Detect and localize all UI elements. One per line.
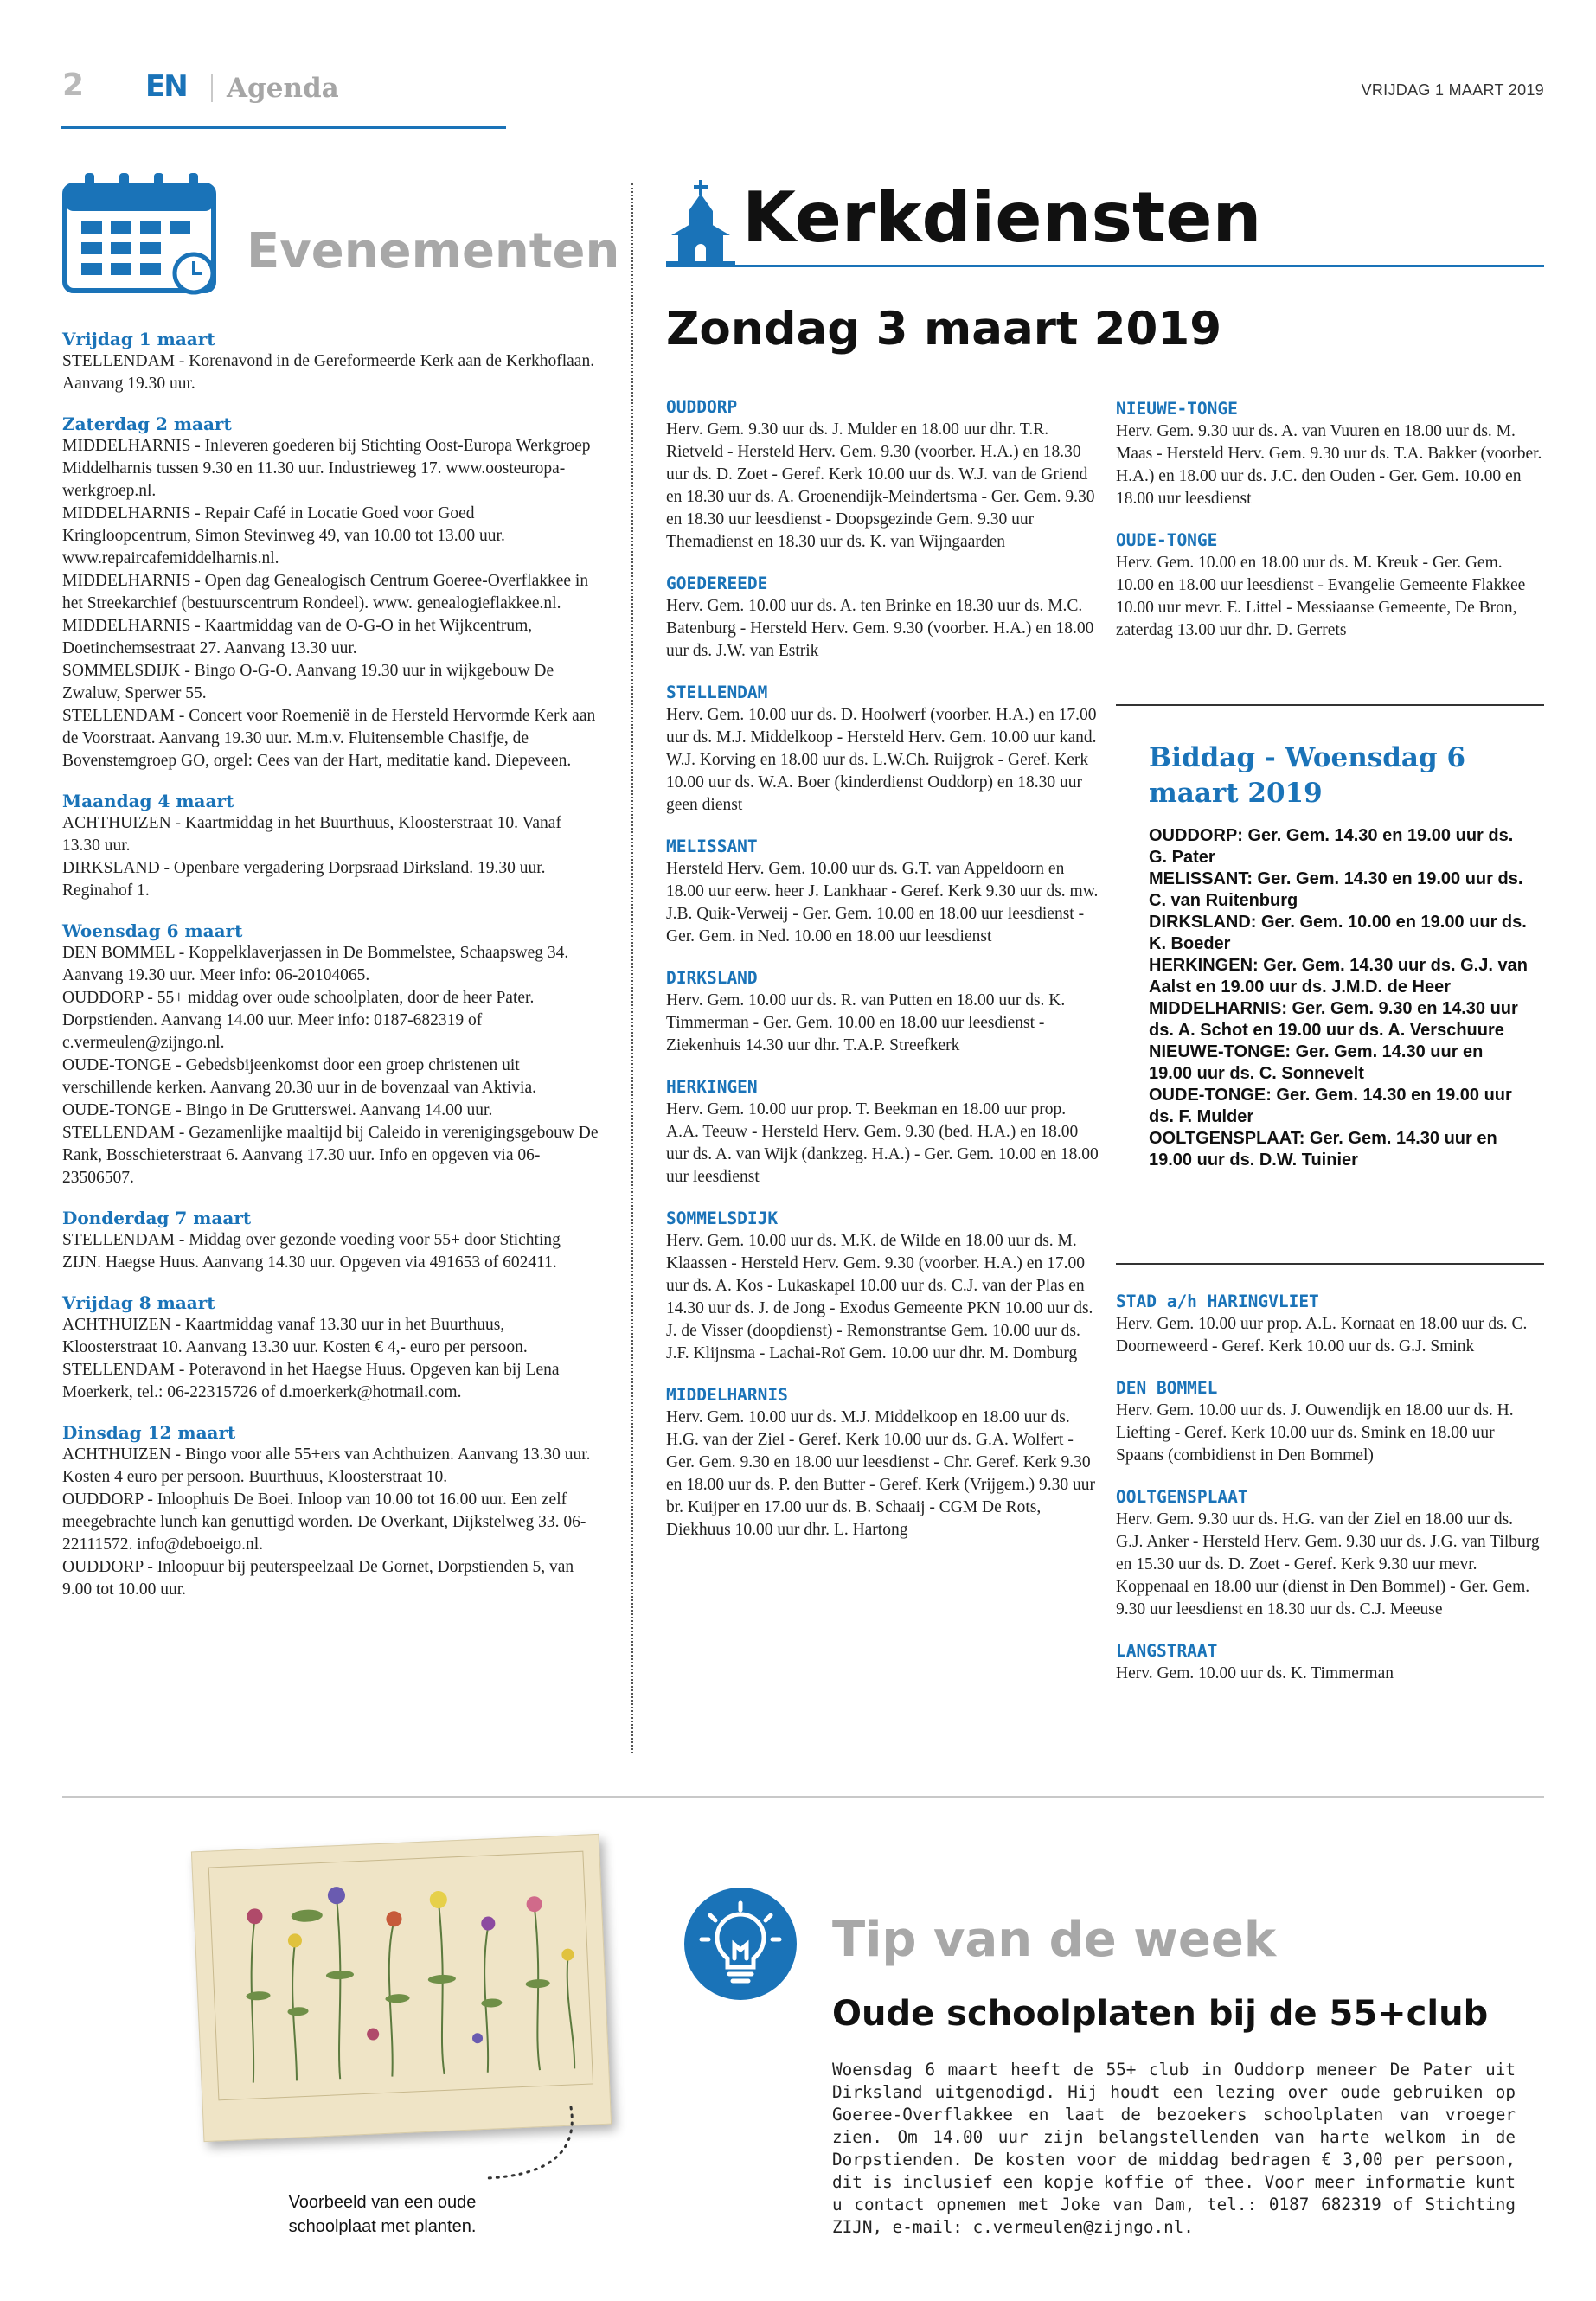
service-times: Herv. Gem. 9.30 uur ds. H.G. van der Ziel en 18.00 uur ds. G.J. Anker - Hersteld Herv. Gem. 9.30 uur ds. J.G. van Tilburg en 15.30 uur ds. D. Zoet - Geref. Kerk 9.30 uur mevr. Koppenaal en 18.00 uur (dienst in Den Bommel) - Ger. Gem. 9.30 uur leesdienst en 18.30 uur ds. C.J. Meeuse — [1116, 1510, 1540, 1618]
church-town-block — [666, 1384, 1099, 1541]
biddag-service-line: DIRKSLAND: Ger. Gem. 10.00 en 19.00 uur ds. K. Boeder — [1149, 913, 1527, 953]
event-item: SOMMELSDIJK - Bingo O-G-O. Aanvang 19.30 uur in wijkgebouw De Zwaluw, Sperwer 55. — [62, 662, 554, 702]
service-times: Herv. Gem. 10.00 en 18.00 uur ds. M. Kreuk - Ger. Gem. 10.00 en 18.00 uur leesdienst - Evangelie Gemeente Flakkee 10.00 uur mevr. E. Littel - Messiaanse Gemeente, De Bron, zaterdag 13.00 uur dhr. D. Gerrets — [1116, 554, 1526, 639]
town-heading: SOMMELSDIJK — [666, 1208, 779, 1228]
town-heading: GOEDEREEDE — [666, 574, 768, 593]
event-item: OUDDORP - 55+ middag over oude schoolplaten, door de heer Pater. Dorpstienden. Aanvang 14.00 uur. Meer info: 0187-682319 of c.vermeulen@zijngo.nl. — [62, 989, 535, 1052]
town-heading: OOLTGENSPLAAT — [1116, 1487, 1248, 1507]
event-day-heading: Donderdag 7 maart — [62, 1208, 252, 1228]
church-town-block — [666, 967, 1099, 1057]
event-item: DIRKSLAND - Openbare vergadering Dorpsraad Dirksland. 19.30 uur. Reginahof 1. — [62, 859, 546, 900]
event-item: STELLENDAM - Korenavond in de Gereformeerde Kerk aan de Kerkhoflaan. Aanvang 19.30 uur. — [62, 352, 595, 393]
service-times: Herv. Gem. 10.00 uur prop. A.L. Kornaat en 18.00 uur ds. C. Doorneweerd - Geref. Kerk 10.00 uur ds. G.J. Smink — [1116, 1315, 1528, 1356]
event-item: STELLENDAM - Middag over gezonde voeding voor 55+ door Stichting ZIJN. Haegse Huus. Aanvang 14.30 uur. Opgeven via 491653 of 602411. — [62, 1231, 561, 1272]
service-times: Herv. Gem. 10.00 uur prop. T. Beekman en 18.00 uur prop. A.A. Teeuw - Hersteld Herv. Gem. 9.30 (bed. H.A.) en 18.00 uur ds. A. van Wijk (dankzeg. H.A.) - Ger. Gem. 10.00 en 18.00 uur leesdienst — [666, 1100, 1099, 1186]
tip-body: Woensdag 6 maart heeft de 55+ club in Ouddorp meneer De Pater uit Dirksland uitgenodigd. Hij houdt een lezing over oude gebruiken op Goeree-Overflakkee en laat de bezoekers schoolplaten van vroeger zien. Om 14.00 uur zijn belangstellenden van harte welkom in de Dorpstienden. De kosten voor de middag bedragen € 3,00 per persoon, dit is inclusief een kopje koffie of thee. Voor meer informatie kunt u contact opnemen met Joke van Dam, tel.: 0187 682319 of Stichting ZIJN, e-mail: c.vermeulen@zijngo.nl. — [832, 2060, 1516, 2237]
kerkdiensten-rule — [666, 265, 1544, 267]
biddag-services — [1149, 825, 1529, 1171]
biddag-service-line: MELISSANT: Ger. Gem. 14.30 en 19.00 uur ds. C. van Ruitenburg — [1149, 869, 1523, 910]
town-heading: OUDDORP — [666, 397, 738, 417]
calendar-icon — [62, 171, 222, 301]
event-day-group — [62, 1422, 603, 1601]
event-item: MIDDELHARNIS - Open dag Genealogisch Centrum Goeree-Overflakkee in het Streekarchief (bestuurscentrum Rondeel). www. genealogieflakkee.nl. — [62, 572, 589, 612]
church-town-block — [1116, 398, 1544, 510]
bottom-rule — [62, 1796, 1544, 1798]
biddag-service-line: NIEUWE-TONGE: Ger. Gem. 14.30 uur en 19.00 uur ds. C. Sonnevelt — [1149, 1042, 1484, 1083]
event-item: OUDDORP - Inloophuis De Boei. Inloop van 10.00 tot 16.00 uur. Een zelf meegebrachte lunch kan genuttigd worden. De Overkant, Dijkstelweg 33. 06-22111572. info@deboeigo.nl. — [62, 1490, 586, 1554]
caption-pointer — [484, 2106, 580, 2188]
town-heading: STELLENDAM — [666, 683, 768, 702]
church-town-block — [666, 836, 1099, 948]
biddag-service-line: OUDDORP: Ger. Gem. 14.30 en 19.00 uur ds. G. Pater — [1149, 826, 1514, 867]
biddag-service-line: OOLTGENSPLAAT: Ger. Gem. 14.30 uur en 19.00 uur ds. D.W. Tuinier — [1149, 1129, 1497, 1170]
tip-title: Tip van de week — [832, 1912, 1277, 1968]
schoolplaat-image — [191, 1834, 612, 2142]
event-day-heading: Zaterdag 2 maart — [62, 413, 232, 434]
church-icon — [666, 180, 735, 269]
section-title: Agenda — [227, 73, 339, 104]
event-day-group — [62, 1208, 603, 1274]
church-town-block — [666, 396, 1099, 554]
service-times: Hersteld Herv. Gem. 10.00 uur ds. G.T. van Appeldoorn en 18.00 uur eerw. heer J. Lankhaar - Geref. Kerk 9.30 uur ds. mw. J.B. Quik-Verweij - Ger. Gem. 10.00 en 18.00 uur leesdienst - Ger. Gem. in Ned. 10.00 en 18.00 uur leesdienst — [666, 860, 1099, 945]
church-town-block — [666, 1208, 1099, 1365]
biddag-service-line: OUDE-TONGE: Ger. Gem. 14.30 en 19.00 uur ds. F. Mulder — [1149, 1086, 1512, 1126]
event-day-heading: Vrijdag 8 maart — [62, 1292, 215, 1313]
church-town-block — [666, 1076, 1099, 1189]
service-times: Herv. Gem. 10.00 uur ds. J. Ouwendijk en 18.00 uur ds. H. Liefting - Geref. Kerk 10.00 uur ds. Smink en 18.00 uur Spaans (combidienst in Den Bommel) — [1116, 1401, 1514, 1465]
tip-subtitle: Oude schoolplaten bij de 55+club — [832, 1994, 1489, 2034]
publication-logo: EN — [145, 69, 187, 104]
column-divider — [631, 183, 633, 1753]
town-heading: LANGSTRAAT — [1116, 1641, 1218, 1661]
town-heading: STAD a/h HARINGVLIET — [1116, 1292, 1319, 1311]
service-times: Herv. Gem. 10.00 uur ds. D. Hoolwerf (voorber. H.A.) en 17.00 uur ds. M.J. Middelkoop - Hersteld Herv. Gem. 10.00 uur kand. W.J. Korving en 18.00 uur ds. L.W.Ch. Ruijgrok - Geref. Kerk 10.00 uur ds. W.A. Boer (kinderdienst Ouddorp) en 18.30 uur geen dienst — [666, 706, 1097, 814]
event-day-group — [62, 329, 603, 395]
biddag-service-line: MIDDELHARNIS: Ger. Gem. 9.30 en 14.30 uur ds. A. Schot en 19.00 uur ds. A. Verschuure — [1149, 999, 1518, 1040]
biddag-bottom-rule — [1116, 1263, 1544, 1265]
service-times: Herv. Gem. 10.00 uur ds. A. ten Brinke en 18.30 uur ds. M.C. Batenburg - Hersteld Herv. Gem. 9.30 (voorber. H.A.) en 18.00 uur ds. J.W. van Estrik — [666, 597, 1094, 660]
town-heading: MIDDELHARNIS — [666, 1385, 788, 1405]
event-day-heading: Dinsdag 12 maart — [62, 1422, 236, 1443]
event-item: STELLENDAM - Concert voor Roemenië in de Hersteld Hervormde Kerk aan de Voorstraat. Aanvang 19.30 uur. M.m.v. Fluitensemble Chasifje, de Bovenstemgroep GO, orgel: Cees van der Hart, meditatie kand. Diepeveen. — [62, 707, 596, 770]
services-column-c — [1116, 1291, 1544, 1704]
sunday-date-heading: Zondag 3 maart 2019 — [666, 303, 1222, 356]
evenementen-title: Evenementen — [247, 223, 620, 279]
service-times: Herv. Gem. 10.00 uur ds. M.K. de Wilde en 18.00 uur ds. M. Klaassen - Hersteld Herv. Gem. 9.30 (voorber. H.A.) en 17.00 uur ds. A. Kos - Lukaskapel 10.00 uur ds. C.J. van der Plas en 14.30 uur ds. J. de Jong - Exodus Gemeente PKN 10.00 uur ds. J. de Visser (doopdienst) - Remonstrantse Gem. 10.00 uur ds. J.F. Klijnsma - Lachai-Roï Gem. 10.00 uur dhr. M. Domburg — [666, 1232, 1093, 1362]
events-list — [62, 329, 603, 1619]
event-item: OUDE-TONGE - Bingo in De Grutterswei. Aanvang 14.00 uur. — [62, 1101, 493, 1119]
event-item: ACHTHUIZEN - Kaartmiddag in het Buurthuus, Kloosterstraat 10. Vanaf 13.30 uur. — [62, 814, 561, 855]
event-item: MIDDELHARNIS - Repair Café in Locatie Goed voor Goed Kringloopcentrum, Simon Stevinweg 49, van 10.00 tot 13.00 uur. www.repaircafemiddelharnis.nl. — [62, 504, 505, 567]
event-day-group — [62, 791, 603, 902]
kerkdiensten-title: Kerkdiensten — [742, 177, 1262, 258]
town-heading: DEN BOMMEL — [1116, 1378, 1218, 1398]
event-day-group — [62, 413, 603, 772]
page-number: 2 — [62, 67, 85, 103]
event-item: OUDE-TONGE - Gebedsbijeenkomst door een groep christenen uit verschillende kerken. Aanvang 20.30 uur in de bovenzaal van Aktivia. — [62, 1056, 536, 1097]
header-rule — [61, 126, 506, 129]
church-town-block — [1116, 1640, 1544, 1685]
header-separator — [211, 74, 213, 102]
event-item: STELLENDAM - Poteravond in het Haegse Huus. Opgeven kan bij Lena Moerkerk, tel.: 06-22315726 of d.moerkerk@hotmail.com. — [62, 1361, 560, 1401]
town-heading: MELISSANT — [666, 836, 758, 856]
church-town-block — [1116, 1377, 1544, 1467]
biddag-service-line: HERKINGEN: Ger. Gem. 14.30 uur ds. G.J. van Aalst en 19.00 uur ds. J.M.D. de Heer — [1149, 956, 1528, 997]
services-column-a — [666, 396, 1099, 1561]
services-column-b — [1116, 398, 1544, 661]
town-heading: DIRKSLAND — [666, 968, 758, 988]
church-town-block — [666, 682, 1099, 817]
church-town-block — [666, 573, 1099, 663]
image-caption: Voorbeeld van een oude schoolplaat met planten. — [288, 2193, 477, 2236]
event-day-group — [62, 1292, 603, 1404]
event-item: STELLENDAM - Gezamenlijke maaltijd bij Caleido in verenigingsgebouw De Rank, Bosschieterstraat 6. Aanvang 17.30 uur. Info en opgeven via 06-23506507. — [62, 1124, 599, 1187]
service-times: Herv. Gem. 9.30 uur ds. A. van Vuuren en 18.00 uur ds. M. Maas - Hersteld Herv. Gem. 9.30 uur ds. T.A. Bakker (voorber. H.A.) en 18.00 uur ds. J.C. den Ouden - Ger. Gem. 10.00 en 18.00 uur leesdienst — [1116, 422, 1542, 508]
service-times: Herv. Gem. 9.30 uur ds. J. Mulder en 18.00 uur dhr. T.R. Rietveld - Hersteld Herv. Gem. 9.30 (voorber. H.A.) en 18.30 uur ds. D. Zoet - Geref. Kerk 10.00 uur ds. W.J. van de Griend en 18.30 uur ds. A. Groenendijk-Meindertsma - Ger. Gem. 9.30 en 18.30 uur leesdienst - Doopsgezinde Gem. 9.30 uur Themadienst en 18.30 uur ds. K. van Wijngaarden — [666, 420, 1095, 551]
event-item: MIDDELHARNIS - Kaartmiddag van de O-G-O in het Wijkcentrum, Doetinchemsestraat 27. Aanvang 13.30 uur. — [62, 617, 533, 657]
event-item: ACHTHUIZEN - Bingo voor alle 55+ers van Achthuizen. Aanvang 13.30 uur. Kosten 4 euro per persoon. Buurthuus, Kloosterstraat 10. — [62, 1445, 591, 1486]
service-times: Herv. Gem. 10.00 uur ds. M.J. Middelkoop en 18.00 uur ds. H.G. van der Ziel - Geref. Kerk 10.00 uur ds. G.A. Wolfert - Ger. Gem. 9.30 en 18.00 uur leesdienst - Chr. Geref. Kerk 9.30 en 18.00 uur ds. P. den Butter - Geref. Kerk (Vrijgem.) 9.30 uur br. Kuijper en 17.00 uur ds. B. Schaaij - CGM De Rots, Diekhuus 10.00 uur dhr. L. Hartong — [666, 1408, 1095, 1539]
biddag-title: Biddag - Woensdag 6 maart 2019 — [1149, 742, 1466, 809]
event-day-heading: Maandag 4 maart — [62, 791, 234, 811]
lightbulb-icon — [684, 1888, 797, 2000]
issue-date: VRIJDAG 1 MAART 2019 — [1361, 81, 1544, 99]
town-heading: OUDE-TONGE — [1116, 530, 1218, 550]
event-item: OUDDORP - Inloopuur bij peuterspeelzaal De Gornet, Dorpstienden 5, van 9.00 tot 10.00 uur. — [62, 1558, 574, 1599]
event-item: MIDDELHARNIS - Inleveren goederen bij Stichting Oost-Europa Werkgroep Middelharnis tussen 9.30 en 11.30 uur. Industrieweg 17. www.oosteuropa-werkgroep.nl. — [62, 437, 591, 500]
town-heading: HERKINGEN — [666, 1077, 758, 1097]
town-heading: NIEUWE-TONGE — [1116, 399, 1238, 419]
event-day-heading: Woensdag 6 maart — [62, 920, 243, 941]
service-times: Herv. Gem. 10.00 uur ds. K. Timmerman — [1116, 1664, 1394, 1682]
biddag-top-rule — [1116, 704, 1544, 706]
church-town-block — [1116, 529, 1544, 642]
event-item: DEN BOMMEL - Koppelklaverjassen in De Bommelstee, Schaapsweg 34. Aanvang 19.30 uur. Meer info: 06-20104065. — [62, 944, 569, 984]
event-day-heading: Vrijdag 1 maart — [62, 329, 215, 349]
church-town-block — [1116, 1486, 1544, 1621]
service-times: Herv. Gem. 10.00 uur ds. R. van Putten en 18.00 uur ds. K. Timmerman - Ger. Gem. 10.00 en 18.00 uur leesdienst - Ziekenhuis 14.30 uur dhr. T.A.P. Streefkerk — [666, 991, 1066, 1054]
event-item: ACHTHUIZEN - Kaartmiddag vanaf 13.30 uur in het Buurthuus, Kloosterstraat 10. Aanvang 13.30 uur. Kosten € 4,- euro per persoon. — [62, 1316, 528, 1356]
church-town-block — [1116, 1291, 1544, 1358]
event-day-group — [62, 920, 603, 1189]
